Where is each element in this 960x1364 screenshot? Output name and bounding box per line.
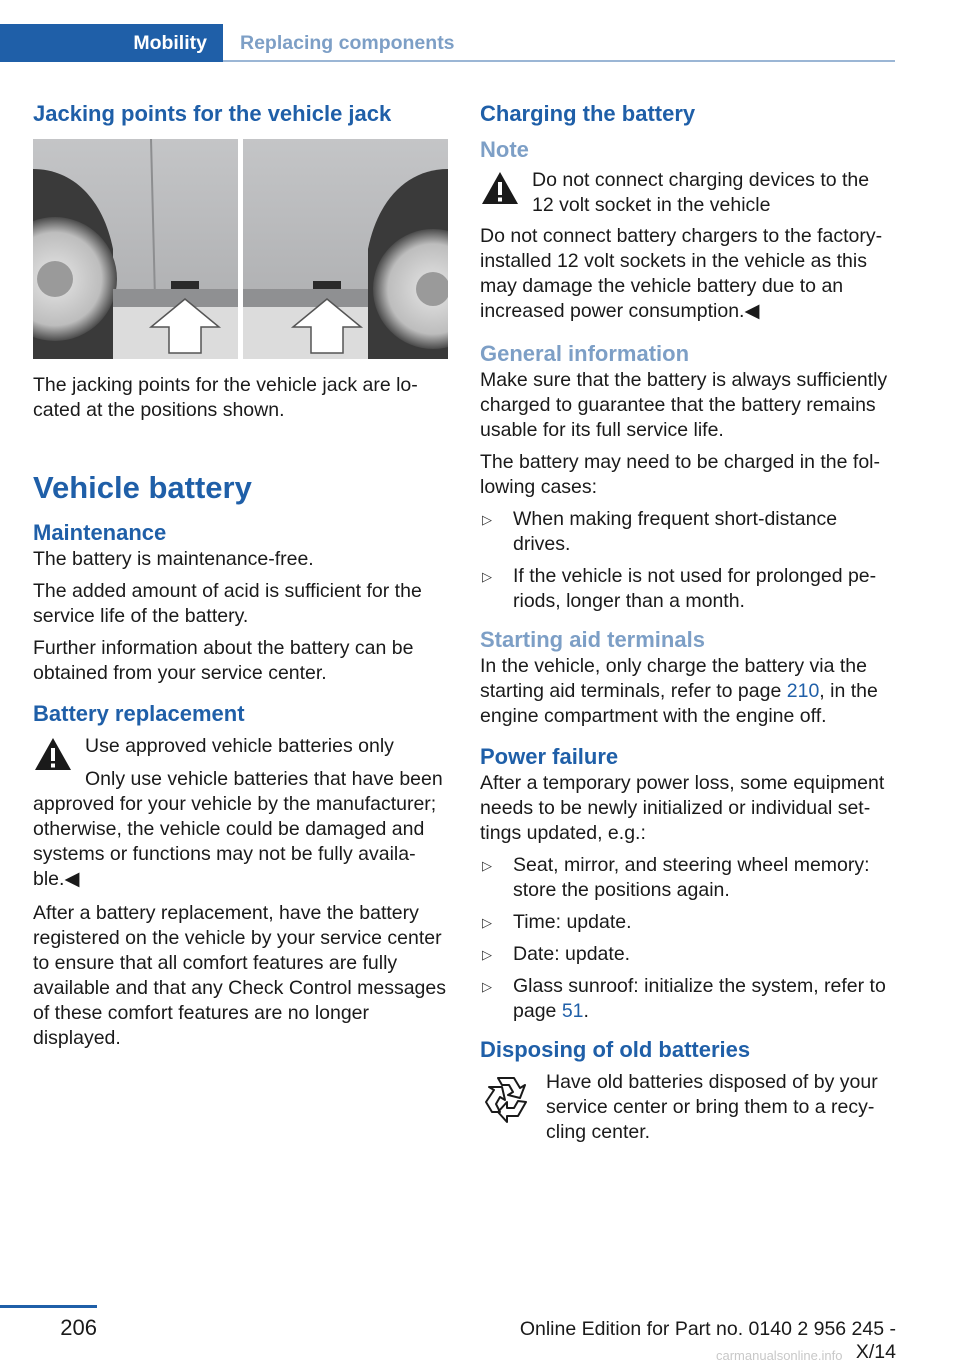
charging-battery-heading: Charging the battery	[480, 101, 696, 126]
page-51-link[interactable]: 51	[561, 1000, 584, 1022]
bullet-arrow-icon: ▷	[482, 512, 492, 527]
header-rule	[223, 60, 895, 62]
page-210-link[interactable]: 210	[786, 680, 820, 702]
maintenance-text-1: The battery is maintenance-free.	[33, 548, 314, 570]
disposing-batteries-heading: Disposing of old batteries	[480, 1037, 751, 1062]
warning-triangle-icon	[480, 170, 520, 206]
note-warning-text: Do not connect charging devices to the 12 volt socket in the vehicle	[532, 169, 870, 216]
header-chapter-tab: Replacing components	[240, 32, 455, 54]
list-item: ▷ If the vehicle is not used for prolonged periods, longer than a month.	[482, 565, 877, 612]
right-column	[480, 100, 896, 1145]
starting-aid-text: In the vehicle, only charge the battery via the starting aid terminals, refer to page 210, in the engine compartment with the engine off.	[480, 655, 878, 727]
disposal-text: Have old batteries disposed of by your service center or bring them to a recycling center.	[546, 1071, 878, 1143]
warning-title: Use approved vehicle batteries only	[85, 735, 394, 757]
maintenance-heading: Maintenance	[33, 520, 167, 545]
bullet-arrow-icon: ▷	[482, 858, 492, 873]
approved-batteries-warning	[33, 734, 448, 792]
bullet-arrow-icon: ▷	[482, 915, 492, 930]
jacking-points-illustration	[33, 139, 448, 359]
note-heading: Note	[480, 137, 529, 162]
maintenance-text-3: Further information about the battery can be obtained from your service center.	[33, 637, 414, 684]
disposal-note	[480, 1070, 896, 1145]
replacement-text: After a battery replacement, have the battery registered on the vehicle by your service center to ensure that all comfort features are fully available and that any Check Control messages of these comfort features are no longer displayed.	[33, 902, 446, 1049]
power-failure-heading: Power failure	[480, 744, 619, 769]
page-header	[0, 0, 960, 64]
page-number: 206	[60, 1315, 97, 1340]
jacking-points-text: The jacking points for the vehicle jack are located at the positions shown.	[33, 374, 418, 421]
bullet-arrow-icon: ▷	[482, 569, 492, 584]
maintenance-text-2: The added amount of acid is sufficient for the service life of the battery.	[33, 580, 422, 627]
list-item: ▷ Date: update.	[482, 943, 631, 965]
power-failure-text: After a temporary power loss, some equipment needs to be newly initialized or individual settings updated, e.g.:	[480, 772, 885, 844]
general-text-1: Make sure that the battery is always sufficiently charged to guarantee that the battery remains usable for its full service life.	[480, 369, 888, 441]
note-text: Do not connect battery chargers to the factory-installed 12 volt sockets in the vehicle as this may damage the vehicle battery due to an increased power consumption.◀	[480, 225, 883, 322]
list-item: ▷ Glass sunroof: initialize the system, refer to page 51.	[482, 975, 886, 1022]
charging-cases-list	[480, 507, 896, 614]
charging-devices-warning	[480, 168, 896, 218]
power-failure-list	[480, 853, 896, 1024]
general-text-2: The battery may need to be charged in the following cases:	[480, 451, 880, 498]
bullet-arrow-icon: ▷	[482, 979, 492, 994]
list-item: ▷ Seat, mirror, and steering wheel memory: store the positions again.	[482, 854, 870, 901]
jacking-points-photo	[33, 139, 448, 359]
list-item: ▷ Time: update.	[482, 911, 632, 933]
jacking-points-heading: Jacking points for the vehicle jack	[33, 101, 392, 126]
edition-text: Online Edition for Part no. 0140 2 956 245 - X/14	[519, 1318, 896, 1363]
footer-rule	[0, 1305, 97, 1308]
battery-replacement-heading: Battery replacement	[33, 701, 245, 726]
vehicle-battery-heading: Vehicle battery	[33, 470, 252, 505]
general-information-heading: General information	[480, 341, 690, 366]
list-item: ▷ When making frequent short-distance drives.	[482, 508, 838, 555]
header-section-tab: Mobility	[0, 24, 223, 62]
warning-triangle-icon	[33, 736, 73, 772]
warning-text-continued: approved for your vehicle by the manufacturer; otherwise, the vehicle could be damaged and systems or functions may not be fully available.◀	[33, 793, 437, 890]
starting-aid-heading: Starting aid terminals	[480, 627, 705, 652]
left-column	[33, 100, 448, 1058]
watermark: carmanualsonline.info	[716, 1348, 843, 1363]
recycling-icon	[480, 1072, 532, 1126]
bullet-arrow-icon: ▷	[482, 947, 492, 962]
warning-text-line: Only use vehicle batteries that have been	[85, 768, 443, 790]
